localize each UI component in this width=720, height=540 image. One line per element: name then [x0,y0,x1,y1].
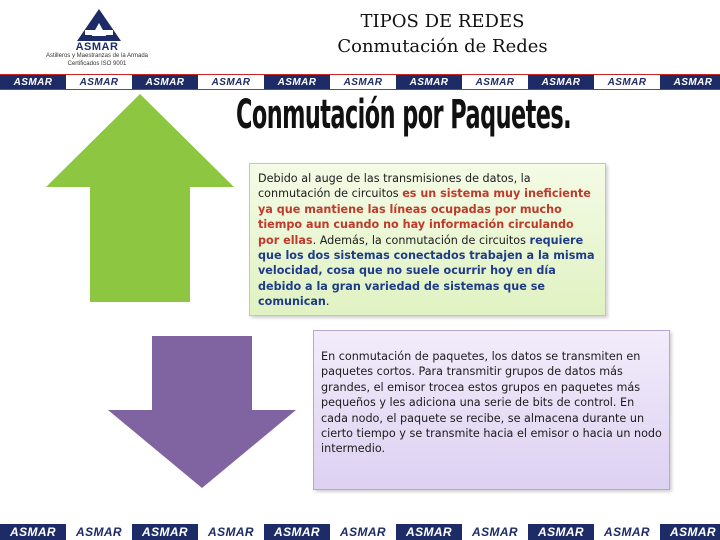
arrow-up-icon [44,92,236,304]
paragraph-segment: . Además, la conmutación de circuitos [312,233,530,247]
logo-name: ASMAR [75,41,119,53]
section-heading: Conmutación por Paquetes. [236,92,572,138]
asmar-logo [22,8,172,68]
paragraph-segment: . [325,295,330,309]
logo-certification: Certificados ISO 9001 [67,61,127,67]
band-tile: ASMAR [396,75,462,89]
band-tile: ASMAR [0,75,66,89]
circuit-switching-paragraph [258,171,597,310]
band-tile: ASMAR [396,524,462,540]
asmar-logo-icon [74,8,124,42]
top-brand-band [0,74,720,90]
band-tile: ASMAR [132,75,198,89]
arrow-down-icon [106,334,298,490]
band-tile: ASMAR [264,524,330,540]
packet-switching-textbox [313,330,670,490]
band-tile: ASMAR [660,75,720,89]
packet-switching-paragraph: En conmutación de paquetes, los datos se transmiten en paquetes cortos. Para transmitir grupos de datos más grandes, el emisor trocea estos grupos en paquetes más pequeños y les adiciona una serie de bits de control. En cada nodo, el paquete se recibe, se almacena durante un cierto tiempo y se transmite hacia el emisor o hacia un nodo intermedio. [321,350,662,456]
band-tile: ASMAR [66,75,132,89]
band-tile: ASMAR [330,75,396,89]
emphasis-red: es un sistema muy ineficiente ya que mantiene las líneas ocupadas por mucho tiempo aun cuando no hay información circulando por ellas [258,187,591,247]
band-tile: ASMAR [528,524,594,540]
band-tile: ASMAR [330,524,396,540]
band-tile: ASMAR [660,524,720,540]
band-tile: ASMAR [594,524,660,540]
bottom-brand-band [0,524,720,540]
band-tile: ASMAR [264,75,330,89]
slide-title [300,10,585,60]
band-tile: ASMAR [198,75,264,89]
band-tile: ASMAR [528,75,594,89]
band-tile: ASMAR [462,524,528,540]
circuit-switching-textbox [249,163,606,316]
title-line-1: TIPOS DE REDES [360,11,525,32]
title-line-2: Conmutación de Redes [337,36,548,57]
paragraph-segment: Debido al auge de las transmisiones de datos, la conmutación de circuitos [258,172,531,201]
band-tile: ASMAR [198,524,264,540]
emphasis-blue: requiere que los dos sistemas conectados trabajen a la misma velocidad, cosa que no suele ocurrir hoy en día debido a la gran variedad de sistemas que se comunican [258,233,595,309]
band-tile: ASMAR [132,524,198,540]
band-tile: ASMAR [0,524,66,540]
band-tile: ASMAR [66,524,132,540]
logo-subtitle: Astilleros y Maestranzas de la Armada [45,53,149,59]
band-tile: ASMAR [462,75,528,89]
band-tile: ASMAR [594,75,660,89]
